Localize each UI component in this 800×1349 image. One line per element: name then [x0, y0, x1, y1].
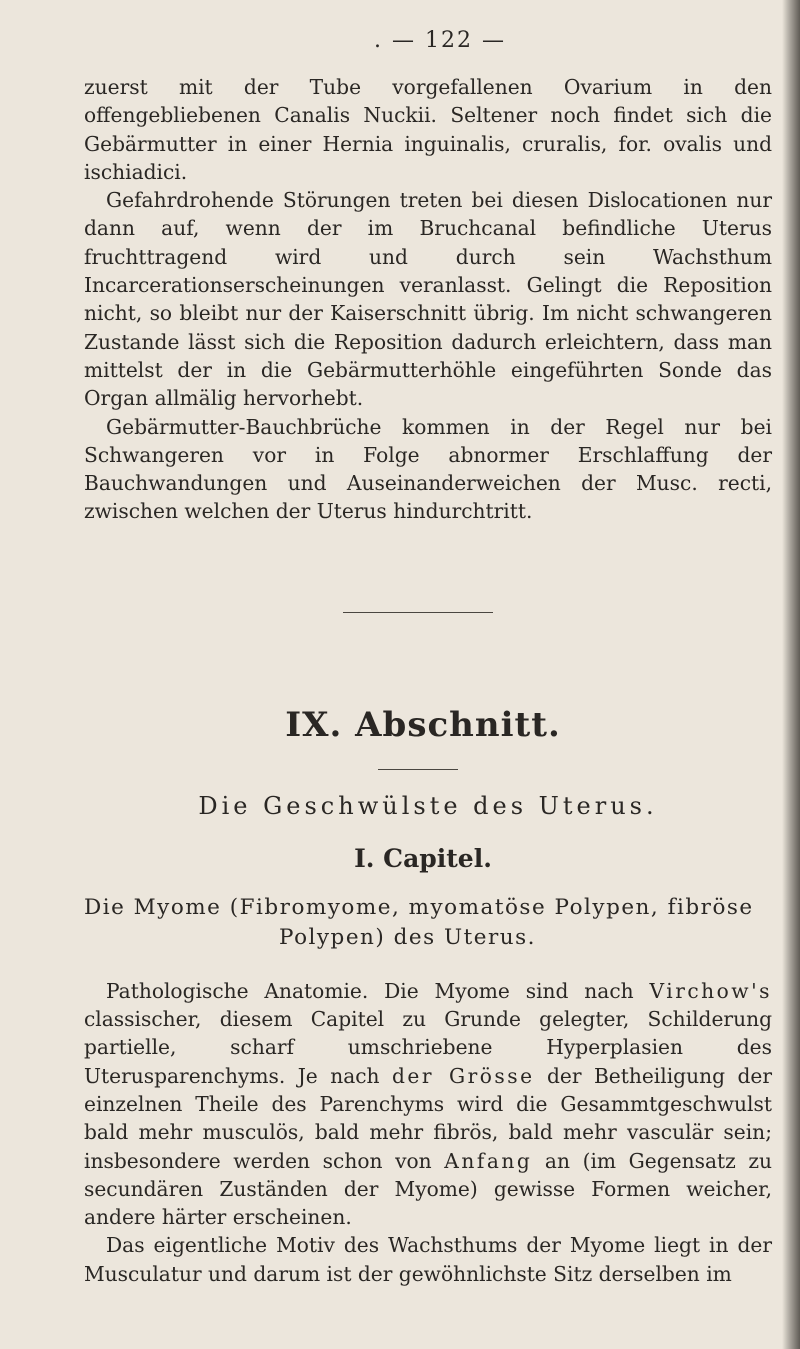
paragraph-1: zuerst mit der Tube vorgefallenen Ovarium in den offengebliebenen Canalis Nuckii. Seltener noch findet sich die Gebärmutter in einer Hernia inguinalis, cruralis, for. ovalis und ischiadici.: [84, 75, 772, 184]
book-page: [84, 28, 772, 1288]
section-divider: [343, 612, 493, 613]
author-virchow: Virchow's: [649, 978, 772, 1003]
p4-part-a: Pathologische Anatomie. Die Myome sind nach: [106, 978, 650, 1003]
chapter-desc-line-1: Die Myome (Fibromyome, myomatöse Polypen, fibröse: [84, 894, 754, 920]
page-number: . — 122 —: [374, 28, 506, 53]
emph-anfang: Anfang: [444, 1148, 533, 1173]
paragraph-4: [84, 977, 772, 1232]
emph-groesse: der Grösse: [391, 1063, 535, 1088]
chapter-body: [84, 977, 772, 1288]
paragraph-3: Gebärmutter-Bauchbrüche kommen in der Regel nur bei Schwangeren vor in Folge abnormer Erschlaffung der Bauchwandungen und Auseinanderweichen der Musc. recti, zwischen welchen der Uterus hindurchtritt.: [84, 414, 772, 524]
paragraph-5: Das eigentliche Motiv des Wachsthums der Myome liegt in der Musculatur und darum ist der gewöhnlichste Sitz derselben im: [84, 1233, 772, 1286]
p4-part-c: der Betheiligung der einzelnen Theile des Parenchyms wird die Gesammtgeschwulst bald mehr musculös, bald mehr fibrös, bald mehr vasculär sein; insbesondere werden schon von: [84, 1063, 772, 1173]
title-divider: [378, 769, 458, 770]
section-title: IX. Abschnitt.: [285, 704, 561, 745]
chapter-description: [84, 893, 772, 953]
chapter-desc-line-2: Polypen) des Uterus.: [279, 924, 536, 950]
p4-part-b: classischer, diesem Capitel zu Grunde gelegter, Schilderung partielle, scharf umschriebene Hyperplasien des Uterusparenchyms. Je nach: [84, 1007, 772, 1088]
page-edge-shadow: [782, 0, 800, 1349]
chapter-title: I. Capitel.: [354, 843, 492, 873]
p4-part-d: an (im Gegensatz zu secundären Zuständen der Myome) gewisse Formen weicher, andere härter erscheinen.: [84, 1148, 772, 1230]
section-subtitle: Die Geschwülste des Uterus.: [198, 791, 658, 820]
paragraph-2: Gefahrdrohende Störungen treten bei diesen Dislocationen nur dann auf, wenn der im Bruchcanal befindliche Uterus fruchttragend wird und durch sein Wachsthum Incarcerationserscheinungen veranlasst. Gelingt die Reposition nicht, so bleibt nur der Kaiserschnitt übrig. Im nicht schwangeren Zustande lässt sich die Reposition dadurch erleichtern, dass man mittelst der in die Gebärmutterhöhle eingeführten Sonde das Organ allmälig hervorhebt.: [84, 188, 772, 411]
